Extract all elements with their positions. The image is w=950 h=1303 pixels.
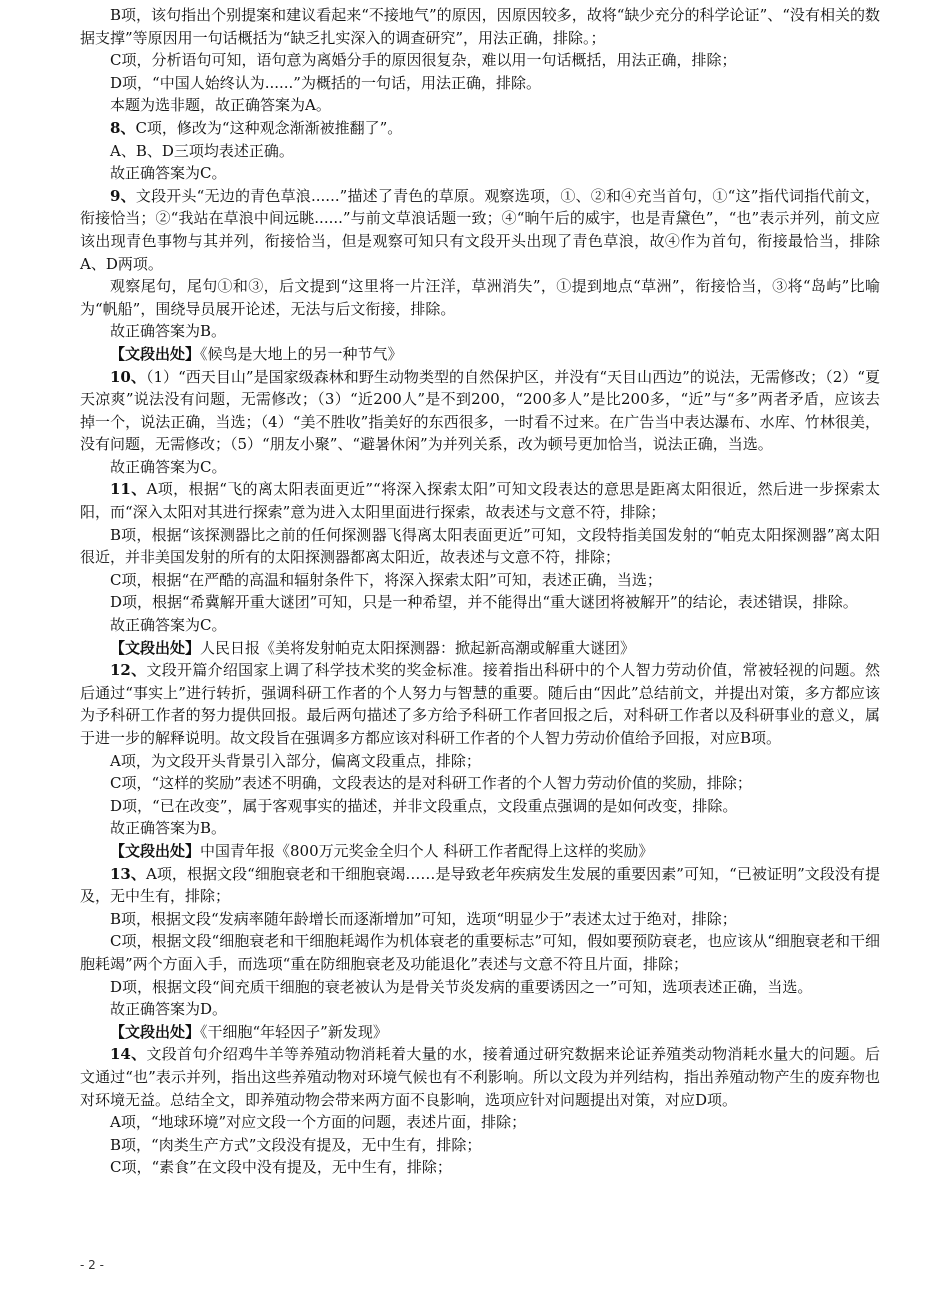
- paragraph: [80, 320, 880, 343]
- paragraph: [80, 930, 880, 975]
- paragraph-text: C项，“这样的奖励”表述不明确，文段表达的是对科研工作者的个人智力劳动价值的奖励，排除；: [110, 774, 752, 793]
- paragraph: [80, 162, 880, 185]
- paragraph-text: A项，根据文段“细胞衰老和干细胞衰竭……是导致老年疾病发生发展的重要因素”可知，“已被证明”文段没有提及，无中生有，排除；: [80, 864, 881, 906]
- paragraph-text: B项，“肉类生产方式”文段没有提及，无中生有，排除；: [110, 1135, 482, 1154]
- paragraph-text: A项，为文段开头背景引入部分，偏离文段重点，排除；: [110, 751, 481, 770]
- question-number: 8、: [110, 118, 136, 137]
- source-label: 【文段出处】: [110, 1022, 201, 1041]
- page-number: - 2 -: [80, 1258, 104, 1272]
- paragraph: [80, 366, 880, 456]
- question-number: 13、: [110, 864, 146, 883]
- source-label: 【文段出处】: [110, 344, 201, 363]
- paragraph-text: 文段开篇介绍国家上调了科学技术奖的奖金标准。接着指出科研中的个人智力劳动价值，常被轻视的问题。然后通过“事实上”进行转折，强调科研工作者的个人努力与智慧的重要。随后由“因此”总结前文，并提出对策，多方都应该为予科研工作者的努力提供回报。最后两句描述了多方给予科研工作者回报之后，对科研工作者以及科研事业的意义，属于进一步的解释说明。故文段旨在强调多方都应该对科研工作者的个人智力劳动价值给予回报，对应B项。: [80, 661, 880, 747]
- paragraph: [80, 1134, 880, 1157]
- paragraph: [80, 1156, 880, 1179]
- paragraph-text: B项，根据文段“发病率随年龄增长而逐渐增加”可知，选项“明显少于”表述太过于绝对，排除；: [110, 909, 737, 928]
- paragraph-text: C项，“素食”在文段中没有提及，无中生有，排除；: [110, 1158, 452, 1177]
- paragraph: [80, 976, 880, 999]
- paragraph: [80, 569, 880, 592]
- paragraph: [80, 343, 880, 366]
- paragraph-text: A、B、D三项均表述正确。: [110, 141, 294, 160]
- paragraph: [80, 1021, 880, 1044]
- paragraph-text: A项，根据“飞的离太阳表面更近”“将深入探索太阳”可知文段表达的意思是距离太阳很近，然后进一步探索太阳，而“深入太阳对其进行探索”意为进入太阳里面进行探索，故表述与文意不符，排除；: [80, 480, 881, 522]
- paragraph: [80, 659, 880, 749]
- paragraph: [80, 185, 880, 275]
- paragraph-text: 故正确答案为C。: [110, 164, 227, 183]
- paragraph-text: 中国青年报《800万元奖金全归个人 科研工作者配得上这样的奖励》: [200, 841, 654, 860]
- paragraph-text: 故正确答案为C。: [110, 616, 227, 635]
- paragraph-text: D项，根据文段“间充质干细胞的衰老被认为是骨关节炎发病的重要诱因之一”可知，选项表述正确，当选。: [110, 977, 813, 996]
- source-label: 【文段出处】: [110, 841, 201, 860]
- paragraph: [80, 1043, 880, 1111]
- paragraph-text: 人民日报《美将发射帕克太阳探测器：掀起新高潮或解重大谜团》: [200, 638, 636, 657]
- paragraph-text: 《候鸟是大地上的另一种节气》: [200, 344, 403, 363]
- paragraph: [80, 4, 880, 49]
- paragraph: [80, 772, 880, 795]
- paragraph: [80, 637, 880, 660]
- paragraph: [80, 1111, 880, 1134]
- document-body: [80, 4, 880, 1179]
- paragraph-text: 本题为选非题，故正确答案为A。: [110, 96, 331, 115]
- paragraph: [80, 908, 880, 931]
- paragraph: [80, 591, 880, 614]
- paragraph: [80, 795, 880, 818]
- paragraph-text: D项，“中国人始终认为......”为概括的一句话，用法正确，排除。: [110, 73, 541, 92]
- paragraph: [80, 863, 880, 908]
- paragraph-text: （1）“西天目山”是国家级森林和野生动物类型的自然保护区，并没有“天目山西边”的说法，无需修改；（2）“夏天凉爽”说法没有问题，无需修改；（3）“近200人”是不到200，“200多人”是比200多，“近”与“多”两者矛盾，应该去掉一个，说法正确，当选；（4）“美不胜收”指美好的东西很多，一时看不过来。在广告当中表达瀑布、水库、竹林很美，没有问题，无需修改；（5）“朋友小聚”、“避暑休闲”为并列关系，改为顿号更加恰当，说法正确，当选。: [80, 367, 880, 454]
- paragraph: [80, 524, 880, 569]
- paragraph-text: C项，分析语句可知，语句意为离婚分手的原因很复杂，难以用一句话概括，用法正确，排除；: [110, 51, 737, 70]
- paragraph-text: 故正确答案为B。: [110, 819, 227, 838]
- paragraph: [80, 456, 880, 479]
- paragraph-text: A项，“地球环境”对应文段一个方面的问题，表述片面，排除；: [110, 1113, 527, 1132]
- paragraph: [80, 614, 880, 637]
- question-number: 14、: [110, 1045, 147, 1064]
- paragraph-text: 故正确答案为C。: [110, 457, 227, 476]
- question-number: 10、: [110, 367, 146, 386]
- paragraph-text: C项，根据文段“细胞衰老和干细胞耗竭作为机体衰老的重要标志”可知，假如要预防衰老，也应该从“细胞衰老和干细胞耗竭”两个方面入手，而选项“重在防细胞衰老及功能退化”表述与文意不符且片面，排除；: [80, 932, 880, 973]
- paragraph-text: B项，该句指出个别提案和建议看起来“不接地气”的原因，因原因较多，故将“缺少充分的科学论证”、“没有相关的数据支撑”等原因用一句话概括为“缺乏扎实深入的调查研究”，用法正确，排除。；: [80, 6, 880, 47]
- paragraph-text: C项，根据“在严酷的高温和辐射条件下，将深入探索太阳”可知，表述正确，当选；: [110, 570, 662, 589]
- source-label: 【文段出处】: [110, 638, 201, 657]
- question-number: 11、: [110, 480, 147, 499]
- paragraph: [80, 72, 880, 95]
- paragraph: [80, 140, 880, 163]
- paragraph-text: 观察尾句，尾句①和③，后文提到“这里将一片汪洋，草洲消失”，①提到地点“草洲”，衔接恰当，③将“岛屿”比喻为“帆船”，围绕导员展开论述，无法与后文衔接，排除。: [80, 277, 880, 318]
- paragraph: [80, 117, 880, 140]
- paragraph: [80, 49, 880, 72]
- paragraph: [80, 478, 880, 523]
- paragraph-text: 故正确答案为B。: [110, 322, 227, 341]
- question-number: 9、: [110, 186, 136, 205]
- paragraph-text: 文段开头“无边的青色草浪......”描述了青色的草原。观察选项，①、②和④充当首句，①“这”指代词指代前文，衔接恰当；②“我站在草浪中间远眺......”与前文草浪话题一致；④“晌午后的威宇，也是青黛色”，“也”表示并列，前文应该出现青色事物与其并列，衔接恰当，但是观察可知只有文段开头出现了青色草浪，故④作为首句，衔接最恰当，排除A、D两项。: [80, 186, 881, 273]
- paragraph-text: 故正确答案为D。: [110, 1000, 228, 1019]
- paragraph-text: 《干细胞“年轻因子”新发现》: [200, 1022, 388, 1041]
- paragraph-text: C项，修改为“这种观念渐渐被推翻了”。: [135, 118, 403, 137]
- paragraph: [80, 840, 880, 863]
- paragraph-text: 文段首句介绍鸡牛羊等养殖动物消耗着大量的水，接着通过研究数据来论证养殖类动物消耗水量大的问题。后文通过“也”表示并列，指出这些养殖动物对环境气候也有不利影响。所以文段为并列结构，指出养殖动物产生的废弃物也对环境无益。总结全文，即养殖动物会带来两方面不良影响，选项应针对问题提出对策，对应D项。: [80, 1045, 880, 1109]
- paragraph: [80, 275, 880, 320]
- paragraph: [80, 94, 880, 117]
- paragraph-text: D项，“已在改变”，属于客观事实的描述，并非文段重点，文段重点强调的是如何改变，排除。: [110, 796, 738, 815]
- paragraph: [80, 998, 880, 1021]
- paragraph: [80, 750, 880, 773]
- paragraph: [80, 817, 880, 840]
- paragraph-text: B项，根据“该探测器比之前的任何探测器飞得离太阳表面更近”可知，文段特指美国发射的“帕克太阳探测器”离太阳很近，并非美国发射的所有的太阳探测器都离太阳近，故表述与文意不符，排除；: [80, 525, 880, 567]
- question-number: 12、: [110, 661, 147, 680]
- paragraph-text: D项，根据“希冀解开重大谜团”可知，只是一种希望，并不能得出“重大谜团将被解开”的结论，表述错误，排除。: [110, 593, 858, 612]
